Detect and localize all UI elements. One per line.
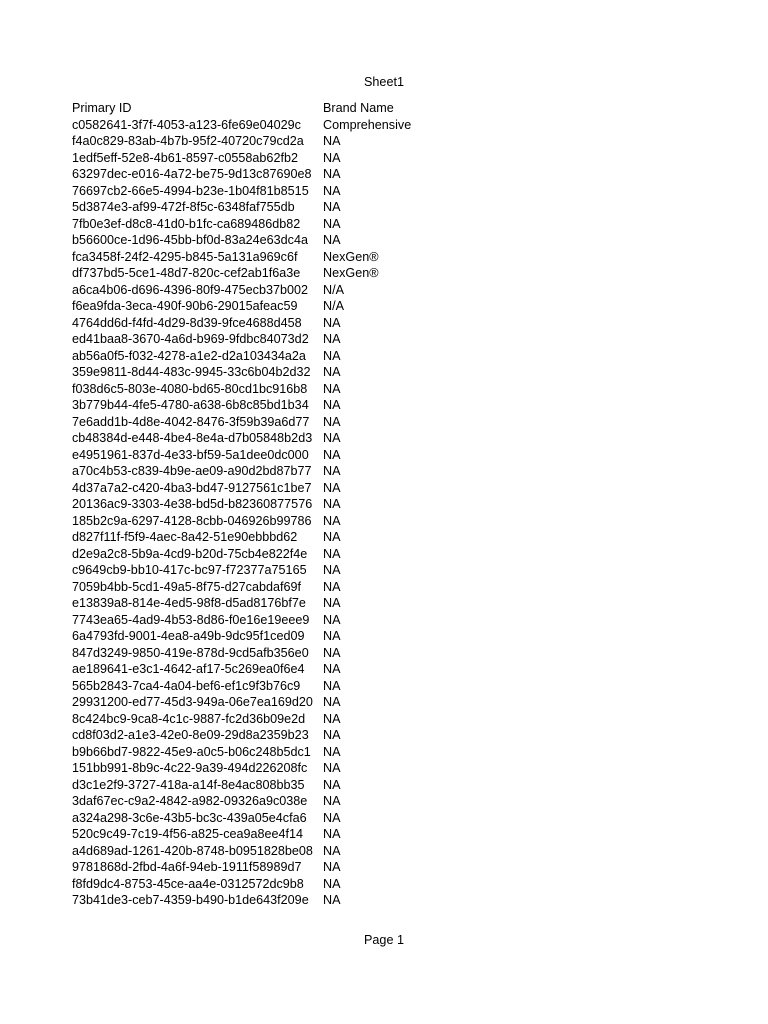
primary-id-cell: 20136ac9-3303-4e38-bd5d-b82360877576 (72, 497, 313, 511)
brand-name-cell: NA (323, 596, 341, 610)
primary-id-cell: 847d3249-9850-419e-878d-9cd5afb356e0 (72, 645, 309, 660)
table-row (72, 199, 443, 216)
primary-id-cell: d2e9a2c8-5b9a-4cd9-b20d-75cb4e822f4e (72, 546, 308, 561)
table-row (72, 859, 443, 876)
brand-name-cell: NA (323, 431, 341, 445)
brand-name-cell: NA (323, 150, 341, 165)
brand-name-cell: NA (323, 183, 341, 198)
primary-id-cell: 9781868d-2fbd-4a6f-94eb-1911f58989d7 (72, 860, 302, 874)
primary-id-cell: b56600ce-1d96-45bb-bf0d-83a24e63dc4a (72, 233, 308, 247)
table-row (72, 711, 443, 728)
table-row (72, 496, 443, 513)
brand-name-cell: NA (323, 612, 341, 627)
table-row (72, 612, 443, 629)
primary-id-cell: 63297dec-e016-4a72-be75-9d13c87690e8 (72, 167, 312, 181)
primary-id-cell: 359e9811-8d44-483c-9945-33c6b04b2d32 (72, 365, 311, 379)
brand-name-cell: NA (323, 810, 341, 825)
brand-name-cell: NA (323, 216, 341, 231)
brand-name-cell: NA (323, 480, 341, 495)
table-row (72, 661, 443, 678)
table-row (72, 216, 443, 233)
primary-id-cell: f6ea9fda-3eca-490f-90b6-29015afeac59 (72, 299, 298, 313)
page-number: Page 1 (364, 933, 404, 947)
table-row (72, 430, 443, 447)
primary-id-cell: 4764dd6d-f4fd-4d29-8d39-9fce4688d458 (72, 315, 302, 330)
table-row (72, 447, 443, 464)
brand-name-cell: NA (323, 843, 341, 858)
brand-name-cell: NA (323, 563, 341, 577)
primary-id-cell: 5d3874e3-af99-472f-8f5c-6348faf755db (72, 200, 295, 214)
table-row (72, 265, 443, 282)
table-row (72, 348, 443, 365)
primary-id-cell: 8c424bc9-9ca8-4c1c-9887-fc2d36b09e2d (72, 711, 306, 726)
table-row (72, 579, 443, 596)
brand-name-cell: NA (323, 414, 341, 429)
table-row (72, 876, 443, 893)
table-row (72, 777, 443, 794)
primary-id-cell: d827f11f-f5f9-4aec-8a42-51e90ebbbd62 (72, 530, 298, 544)
primary-id-cell: 73b41de3-ceb7-4359-b490-b1de643f209e (72, 893, 309, 907)
primary-id-cell: 520c9c49-7c19-4f56-a825-cea9a8ee4f14 (72, 827, 304, 841)
table-row (72, 678, 443, 695)
brand-name-cell: NA (323, 695, 341, 709)
brand-name-cell: NA (323, 794, 341, 808)
brand-name-cell: NA (323, 464, 341, 478)
brand-name-cell: NA (323, 530, 341, 544)
table-row (72, 315, 443, 332)
table-row (72, 892, 443, 909)
table-row (72, 694, 443, 711)
primary-id-cell: a6ca4b06-d696-4396-80f9-475ecb37b002 (72, 282, 308, 297)
primary-id-cell: e4951961-837d-4e33-bf59-5a1dee0dc000 (72, 447, 309, 462)
primary-id-cell: a70c4b53-c839-4b9e-ae09-a90d2bd87b77 (72, 464, 312, 478)
brand-name-cell: NA (323, 777, 341, 792)
brand-name-cell: NA (323, 398, 341, 412)
table-row (72, 793, 443, 810)
brand-name-cell: N/A (323, 299, 344, 313)
table-row (72, 232, 443, 249)
table-row (72, 645, 443, 662)
brand-name-cell: NA (323, 860, 341, 874)
primary-id-cell: 7fb0e3ef-d8c8-41d0-b1fc-ca689486db82 (72, 216, 301, 231)
brand-name-cell: NA (323, 546, 341, 561)
primary-id-cell: d3c1e2f9-3727-418a-a14f-8e4ac808bb35 (72, 777, 305, 792)
primary-id-cell: df737bd5-5ce1-48d7-820c-cef2ab1f6a3e (72, 266, 301, 280)
primary-id-cell: f038d6c5-803e-4080-bd65-80cd1bc916b8 (72, 381, 308, 396)
primary-id-cell: cd8f03d2-a1e3-42e0-8e09-29d8a2359b23 (72, 728, 309, 742)
table-row (72, 298, 443, 315)
table-row (72, 513, 443, 530)
primary-id-cell: 3daf67ec-c9a2-4842-a982-09326a9c038e (72, 794, 308, 808)
table-row (72, 249, 443, 266)
primary-id-cell: a4d689ad-1261-420b-8748-b0951828be08 (72, 843, 313, 858)
primary-id-cell: b9b66bd7-9822-45e9-a0c5-b06c248b5dc1 (72, 744, 311, 759)
primary-id-cell: ed41baa8-3670-4a6d-b969-9fdbc84073d2 (72, 332, 309, 346)
primary-id-cell: f4a0c829-83ab-4b7b-95f2-40720c79cd2a (72, 134, 304, 148)
brand-name-cell: NA (323, 315, 341, 330)
table-row (72, 843, 443, 860)
table-row (72, 595, 443, 612)
table-row (72, 562, 443, 579)
primary-id-cell: 565b2843-7ca4-4a04-bef6-ef1c9f3b76c9 (72, 678, 301, 693)
sheet-title: Sheet1 (364, 75, 404, 89)
brand-name-cell: NA (323, 233, 341, 247)
primary-id-cell: ab56a0f5-f032-4278-a1e2-d2a103434a2a (72, 348, 306, 363)
table-row (72, 397, 443, 414)
table-row (72, 282, 443, 299)
table-row (72, 480, 443, 497)
brand-name-cell: NA (323, 876, 341, 891)
table-row (72, 826, 443, 843)
table-row (72, 463, 443, 480)
table-row (72, 727, 443, 744)
primary-id-cell: fca3458f-24f2-4295-b845-5a131a969c6f (72, 249, 298, 264)
brand-name-cell: NA (323, 629, 341, 643)
brand-name-cell: NA (323, 728, 341, 742)
brand-name-cell: Comprehensive (323, 117, 412, 132)
brand-name-cell: NA (323, 711, 341, 726)
brand-name-cell: NA (323, 381, 341, 396)
brand-name-cell: N/A (323, 282, 344, 297)
brand-name-cell: NA (323, 761, 341, 775)
brand-name-cell: NA (323, 348, 341, 363)
table-row (72, 529, 443, 546)
table-body (72, 117, 443, 909)
table-row (72, 546, 443, 563)
primary-id-cell: 7e6add1b-4d8e-4042-8476-3f59b39a6d77 (72, 414, 310, 429)
brand-name-cell: NA (323, 365, 341, 379)
primary-id-cell: 29931200-ed77-45d3-949a-06e7ea169d20 (72, 695, 313, 709)
primary-id-cell: 151bb991-8b9c-4c22-9a39-494d226208fc (72, 761, 308, 775)
primary-id-cell: 1edf5eff-52e8-4b61-8597-c0558ab62fb2 (72, 150, 298, 165)
brand-name-cell: NA (323, 134, 341, 148)
table-row (72, 117, 443, 134)
primary-id-cell: a324a298-3c6e-43b5-bc3c-439a05e4cfa6 (72, 810, 307, 825)
brand-name-cell: NA (323, 744, 341, 759)
brand-name-cell: NA (323, 497, 341, 511)
brand-name-cell: NA (323, 200, 341, 214)
primary-id-cell: 185b2c9a-6297-4128-8cbb-046926b99786 (72, 513, 312, 528)
table-row (72, 183, 443, 200)
primary-id-cell: 7743ea65-4ad9-4b53-8d86-f0e16e19eee9 (72, 612, 310, 627)
table-row (72, 150, 443, 167)
primary-id-cell: 3b779b44-4fe5-4780-a638-6b8c85bd1b34 (72, 398, 309, 412)
primary-id-cell: c0582641-3f7f-4053-a123-6fe69e04029c (72, 117, 301, 132)
primary-id-cell: c9649cb9-bb10-417c-bc97-f72377a75165 (72, 563, 307, 577)
brand-name-cell: NexGen® (323, 266, 379, 280)
data-table (72, 100, 443, 909)
column-header-brand-name: Brand Name (323, 101, 394, 115)
column-header-primary-id: Primary ID (72, 101, 132, 115)
table-row (72, 381, 443, 398)
primary-id-cell: 76697cb2-66e5-4994-b23e-1b04f81b8515 (72, 183, 309, 198)
table-row (72, 628, 443, 645)
brand-name-cell: NA (323, 167, 341, 181)
table-row (72, 760, 443, 777)
primary-id-cell: e13839a8-814e-4ed5-98f8-d5ad8176bf7e (72, 596, 306, 610)
primary-id-cell: 7059b4bb-5cd1-49a5-8f75-d27cabdaf69f (72, 579, 301, 594)
table-row (72, 744, 443, 761)
brand-name-cell: NA (323, 447, 341, 462)
table-header-row (72, 100, 443, 117)
table-row (72, 133, 443, 150)
brand-name-cell: NA (323, 827, 341, 841)
primary-id-cell: ae189641-e3c1-4642-af17-5c269ea0f6e4 (72, 662, 305, 676)
brand-name-cell: NexGen® (323, 249, 379, 264)
table-row (72, 810, 443, 827)
brand-name-cell: NA (323, 893, 341, 907)
table-row (72, 414, 443, 431)
brand-name-cell: NA (323, 645, 341, 660)
table-row (72, 364, 443, 381)
brand-name-cell: NA (323, 662, 341, 676)
primary-id-cell: cb48384d-e448-4be4-8e4a-d7b05848b2d3 (72, 431, 313, 445)
table-row (72, 331, 443, 348)
primary-id-cell: f8fd9dc4-8753-45ce-aa4e-0312572dc9b8 (72, 876, 304, 891)
brand-name-cell: NA (323, 579, 341, 594)
primary-id-cell: 4d37a7a2-c420-4ba3-bd47-9127561c1be7 (72, 480, 312, 495)
primary-id-cell: 6a4793fd-9001-4ea8-a49b-9dc95f1ced09 (72, 629, 305, 643)
brand-name-cell: NA (323, 678, 341, 693)
brand-name-cell: NA (323, 513, 341, 528)
table-row (72, 166, 443, 183)
brand-name-cell: NA (323, 332, 341, 346)
